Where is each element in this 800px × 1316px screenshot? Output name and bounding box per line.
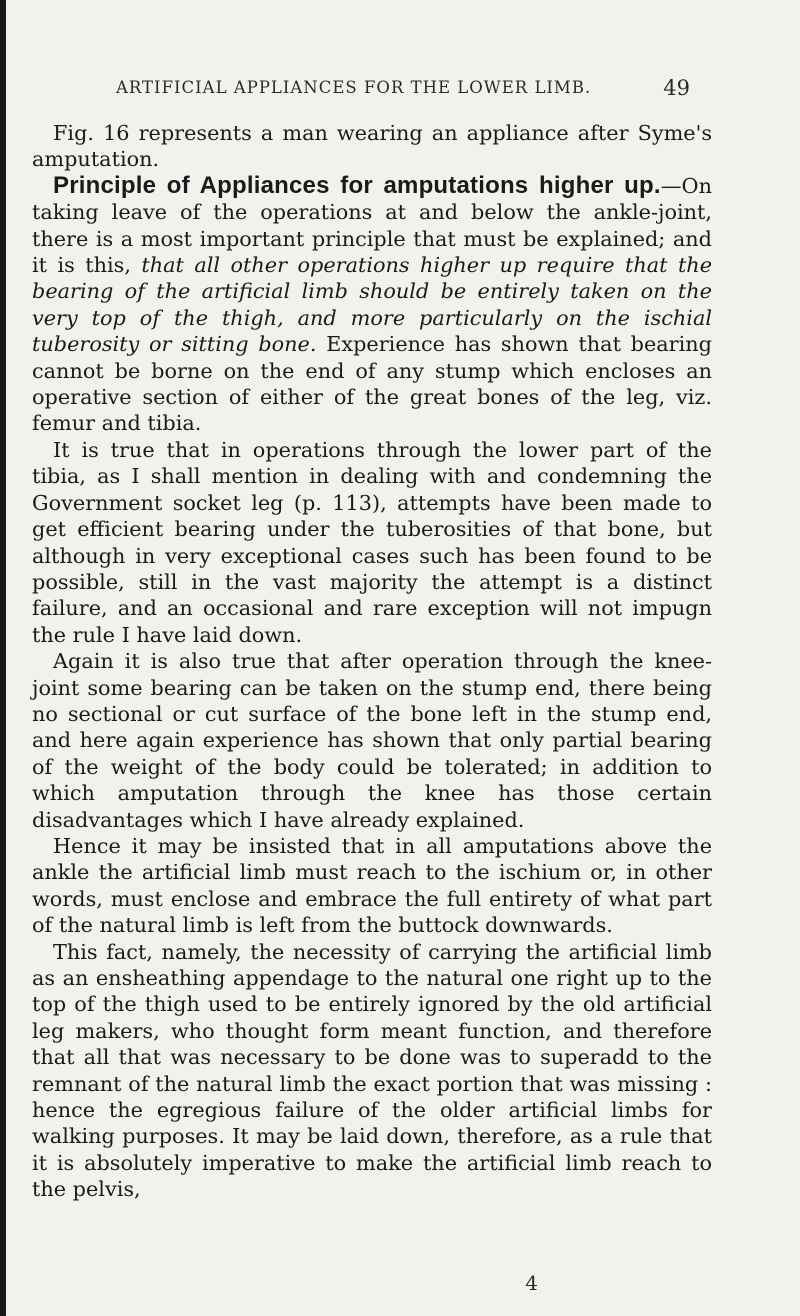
paragraph-tibia: It is true that in operations through the lower part of the tibia, as I shall mention in dealing with and condemning the Government socket leg (p. 113), attempts have been made to get efficient bearing under the tuberosities of that bone, but although in very exceptional cases such has been found to be possible, still in the vast majority the attempt is a distinct failure, and an occasional and rare exception will not impugn the rule I have laid down. (32, 437, 712, 647)
running-title: ARTIFICIAL APPLIANCES FOR THE LOWER LIMB. (116, 78, 592, 97)
principle-paragraph (32, 173, 712, 437)
paragraph-knee-joint: Again it is also true that after operation through the knee-joint some bearing can be taken on the stump end, there being no sectional or cut surface of the bone left in the stump end, and here again experience has shown that only partial bearing of the weight of the body could be tolerated; in addition to which amputation through the knee has those certain disadvantages which I have already explained. (32, 649, 712, 832)
principle-statement: that all other operations higher up require that the bearing of the artificial limb should be entirely taken on the very top of the thigh, and more particularly on the ischial tuberosity or sitting bone. (32, 253, 713, 357)
paragraph-ischium: Hence it may be insisted that in all amputations above the ankle the artificial limb must reach to the ischium or, in other words, must enclose and embrace the full entirety of what part of the natural limb is left from the buttock downwards. (32, 833, 712, 938)
binding-edge (0, 0, 6, 1316)
paragraph-ensheathing: This fact, namely, the necessity of carrying the artificial limb as an ensheathing appendage to the natural one right up to the top of the thigh used to be entirely ignored by the old artificial leg makers, who thought form meant function, and therefore that all that was necessary to be done was to superadd to the remnant of the natural limb the exact portion that was missing : hence the egregious failure of the older artificial limbs for walking purposes. It may be laid down, therefore, as a rule that it is absolutely imperative to make the artificial limb reach to the pelvis, (32, 939, 712, 1202)
section-continuation: Experience has shown that bearing cannot be borne on the end of any stump which encloses an operative section of either of the great bones of the leg, viz. femur and tibia. (32, 332, 712, 436)
signature-mark: 4 (525, 1271, 538, 1295)
book-page (32, 78, 712, 1298)
section-intro: —On taking leave of the operations at and below the ankle-joint, there is a most important principle that must be explained; and it is this, (32, 173, 712, 278)
page-body (32, 120, 712, 1203)
page-number: 49 (663, 76, 690, 100)
section-heading: Principle of Appliances for amputations higher up. (53, 171, 661, 199)
figure-caption: Fig. 16 represents a man wearing an appliance after Syme's amputation. (32, 121, 712, 172)
running-head (32, 78, 712, 110)
